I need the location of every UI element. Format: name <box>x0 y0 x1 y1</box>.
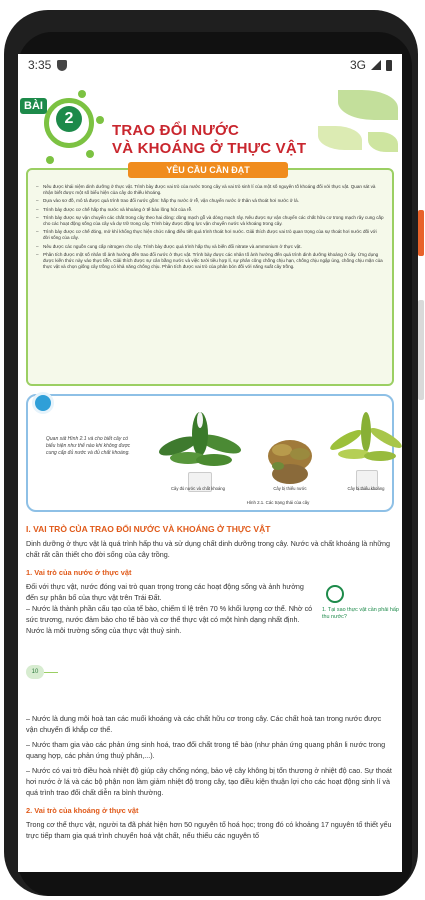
figure-question: Quan sát Hình 2.1 và cho biết cây có biểu hiện như thế nào khi không được cung cấp đủ nước và đủ chất khoáng. <box>46 436 131 456</box>
section-heading: I. VAI TRÒ CỦA TRAO ĐỔI NƯỚC VÀ KHOÁNG Ở THỰC VẬT <box>26 524 271 534</box>
subsection-heading: 1. Vai trò của nước ở thực vật <box>26 568 132 577</box>
screen <box>18 54 402 872</box>
figure-box <box>26 394 394 512</box>
signal-icon <box>371 60 381 70</box>
plant-healthy-image <box>158 410 244 492</box>
status-bar <box>18 54 402 76</box>
hex-dot <box>96 116 104 124</box>
page-number-line <box>44 672 58 673</box>
question-icon <box>326 585 344 603</box>
requirement-item: – Phân tích được một số nhân tố ảnh hưởng đến trao đổi nước ở thực vật. Trình bày được các nhân tố ảnh hưởng đến quá trình dinh dưỡng khoáng ở cây. Ứng dụng được kiến thức này vào thực tiễn. Giải thích được sự cân bằng nước và việc tưới tiêu hợp lí, sự phân công chống chịu hạn, chống chịu ngập úng, chống chịu mặn của thực vật và chọn giống cây trồng có khả năng chống chịu. Phân tích được vai trò của phân bón đối với năng suất cây trồng. <box>36 252 384 271</box>
paragraph: – Nước có vai trò điều hoà nhiệt độ giúp cây chống nóng, bảo vệ cây không bị tổn thương ở nhiệt độ cao. Sự thoát hơi nước ở lá và các bộ phận non làm giảm nhiệt độ trong cây, tạo điều kiện thuận lợi cho các hoạt động sinh lí và quá trình trao đổi chất diễn ra bình thường. <box>26 766 392 797</box>
volume-button <box>418 300 424 400</box>
lesson-header <box>18 76 402 168</box>
plant-caption: Cây đủ nước và chất khoáng <box>171 486 225 491</box>
power-icon <box>32 392 54 414</box>
status-right <box>350 58 392 72</box>
requirement-item: – Trình bày được sự vận chuyển các chất trong cây theo hai dòng: dòng mạch gỗ và dòng mạch rây. Nêu được sự vận chuyển các chất hữu cơ trong mạch rây cung cấp cho các hoạt động sống của cây và dự trữ trong cây. Trình bày được động lực vận chuyển nước và khoáng trong cây. <box>36 215 384 227</box>
subsection-heading: 2. Vai trò của khoáng ở thực vật <box>26 806 139 815</box>
requirements-banner: YÊU CẦU CẦN ĐẠT <box>128 162 288 178</box>
lesson-tab: BÀI <box>20 98 47 114</box>
lesson-title <box>112 122 306 158</box>
paragraph: – Nước là dung môi hoà tan các muối khoáng và các chất hữu cơ trong cây. Các chất hoà tan trong nước được vận chuyển đi khắp cơ thể. <box>26 714 382 734</box>
shield-icon <box>57 60 67 71</box>
status-left <box>28 58 67 72</box>
battery-icon <box>386 60 392 71</box>
requirement-item: – Trình bày được cơ chế đóng, mở khí khổng thực hiện chức năng điều tiết quá trình thoát hơi nước. Giải thích được vai trò quan trọng của sự thoát hơi nước đối với đời sống của cây. <box>36 229 384 241</box>
side-question-text: 1. Tại sao thực vật cần phải hấp thu nước? <box>322 607 399 620</box>
page-number-label: 10 <box>26 665 44 679</box>
side-question <box>322 585 402 621</box>
status-time: 3:35 <box>28 58 52 72</box>
plant-caption: Cây bị thiếu nước <box>273 486 307 491</box>
requirement-item: – Nêu được khái niệm dinh dưỡng ở thực vật. Trình bày được vai trò của nước trong cây và vai trò sinh lí của một số nguyên tố khoáng đối với thực vật. Quan sát và nhận biết được một số biểu hiện của cây do thiếu khoáng. <box>36 184 384 196</box>
leaf-decoration <box>368 132 398 152</box>
paragraph: Dinh dưỡng ở thực vật là quá trình hấp thu và sử dụng chất dinh dưỡng trong cây. Nước và chất khoáng là những chất rất cần thiết cho đời sống của cây trồng. <box>26 539 391 559</box>
paragraph: Trong cơ thể thực vật, người ta đã phát hiện hơn 50 nguyên tố hoá học; trong đó có khoảng 17 nguyên tố thiết yếu trực tiếp tham gia quá trình chuyển hoá vật chất, nếu thiếu các nguyên tố <box>26 820 392 840</box>
hex-dot <box>78 90 86 98</box>
requirements-list <box>36 184 384 270</box>
requirements-box <box>26 165 394 386</box>
leaf-decoration <box>318 126 362 150</box>
lesson-badge <box>18 82 108 168</box>
paragraph: Đối với thực vật, nước đóng vai trò quan trọng trong các hoạt động sống và ảnh hưởng đến sự phân bố của thực vật trên Trái Đất. <box>26 582 304 602</box>
document-page[interactable] <box>18 76 402 872</box>
plant-leaves <box>260 410 320 490</box>
plant-caption: Cây bị thiếu khoáng <box>347 486 385 491</box>
paragraph: – Nước tham gia vào các phản ứng sinh hoá, trao đổi chất trong tế bào (như phản ứng quang phân li nước trong quang hợp, các phản ứng thuỷ phân,...). <box>26 740 386 760</box>
hex-dot <box>46 156 54 164</box>
power-button <box>418 210 424 256</box>
lesson-number: 2 <box>56 106 82 132</box>
plant-dry-image <box>260 410 320 492</box>
lesson-title-line2: VÀ KHOÁNG Ở THỰC VẬT <box>112 140 307 157</box>
leaf-decoration <box>338 90 398 120</box>
hex-dot <box>86 150 94 158</box>
plant-deficient-image <box>330 410 402 492</box>
requirement-item: – Trình bày được cơ chế hấp thụ nước và khoáng ở tế bào lông hút của rễ. <box>36 207 384 213</box>
requirement-item: – Dựa vào sơ đồ, mô tả được quá trình trao đổi nước gồm: hấp thụ nước ở rễ, vận chuyển nước ở thân và thoát hơi nước ở lá. <box>36 198 384 204</box>
lesson-title-line1: TRAO ĐỔI NƯỚC <box>112 122 240 139</box>
main-column <box>26 581 316 636</box>
plant-leaves <box>158 410 244 480</box>
figure-caption: Hình 2.1. Các trạng thái của cây <box>246 500 310 505</box>
page-number <box>26 665 62 679</box>
paragraph: – Nước là thành phần cấu tạo của tế bào, chiếm tỉ lệ trên 70 % khối lượng cơ thể. Nhờ có sức trương, nước đảm bảo cho tế bào và cơ thể thực vật có một hình dạng nhất định. Nước là môi trường sống của thực vật thuỷ sinh. <box>26 604 313 635</box>
page-gap <box>18 679 402 709</box>
network-type: 3G <box>349 58 366 72</box>
two-column-block <box>26 581 399 655</box>
requirement-item: – Nêu được các nguồn cung cấp nitrogen cho cây. Trình bày được quá trình hấp thụ và biến đổi nitrate và ammonium ở thực vật. <box>36 244 384 250</box>
